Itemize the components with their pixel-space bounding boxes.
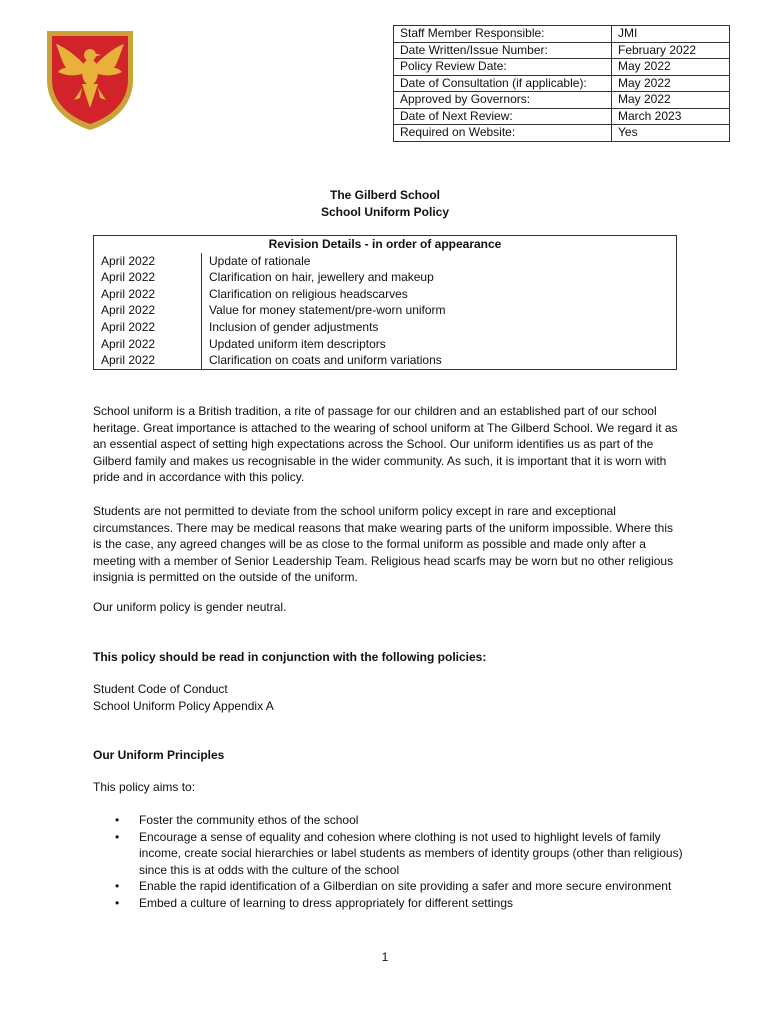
intro-paragraph: School uniform is a British tradition, a rite of passage for our children and an established part of our school heritage. Great importance is attached to the wearing of school uniform at The Gilberd School. We regard it as an essential aspect of setting high expectations across the School. Our uniform identifies us as part of the Gilberd family and makes us recognisable in the wider community. As such, it is important that it is worn with pride and in accordance with this policy. bbox=[93, 404, 678, 485]
revision-date: April 2022 bbox=[94, 253, 202, 270]
policy-name: School Uniform Policy bbox=[320, 205, 449, 219]
meta-row bbox=[394, 59, 730, 76]
related-policy: School Uniform Policy Appendix A bbox=[93, 698, 274, 713]
meta-key: Date of Consultation (if applicable): bbox=[394, 75, 612, 92]
meta-row bbox=[394, 42, 730, 59]
gender-neutral-statement: Our uniform policy is gender neutral. bbox=[93, 600, 287, 614]
meta-row bbox=[394, 26, 730, 43]
aims-list bbox=[93, 812, 683, 912]
revision-detail: Update of rationale bbox=[209, 253, 311, 268]
meta-value: March 2023 bbox=[612, 108, 730, 125]
aim-item: • Embed a culture of learning to dress appropriately for different settings bbox=[139, 895, 683, 912]
revision-date: April 2022 bbox=[94, 302, 202, 319]
revision-detail: Inclusion of gender adjustments bbox=[209, 319, 379, 334]
revision-table bbox=[93, 235, 677, 370]
document-title-block bbox=[0, 187, 770, 221]
related-policy: Student Code of Conduct bbox=[93, 682, 228, 696]
revision-detail: Clarification on coats and uniform variations bbox=[209, 353, 442, 368]
aim-item: • Encourage a sense of equality and cohesion where clothing is not used to highlight levels of family income, create social hierarchies or label students as members of identity groups (other than religious) since this is at odds with the culture of the school bbox=[139, 829, 683, 879]
meta-key: Staff Member Responsible: bbox=[394, 26, 612, 43]
revision-row bbox=[94, 319, 677, 336]
revision-date: April 2022 bbox=[94, 319, 202, 336]
page-number: 1 bbox=[381, 950, 389, 964]
aim-item: • Foster the community ethos of the school bbox=[139, 812, 683, 829]
meta-key: Policy Review Date: bbox=[394, 59, 612, 76]
related-policies-list bbox=[93, 681, 683, 714]
revision-date: April 2022 bbox=[94, 336, 202, 353]
eagle-crest-icon bbox=[44, 28, 136, 132]
revision-row bbox=[94, 336, 677, 353]
aims-intro: This policy aims to: bbox=[93, 780, 196, 794]
meta-key: Date of Next Review: bbox=[394, 108, 612, 125]
meta-key: Date Written/Issue Number: bbox=[394, 42, 612, 59]
meta-value: February 2022 bbox=[612, 42, 730, 59]
revision-date: April 2022 bbox=[94, 286, 202, 303]
meta-key: Approved by Governors: bbox=[394, 92, 612, 109]
conjunction-heading: This policy should be read in conjunction with the following policies: bbox=[93, 650, 487, 664]
revision-detail: Clarification on hair, jewellery and makeup bbox=[209, 270, 434, 285]
meta-value: May 2022 bbox=[612, 92, 730, 109]
meta-value: May 2022 bbox=[612, 75, 730, 92]
revision-detail: Value for money statement/pre-worn uniform bbox=[209, 303, 446, 318]
meta-row bbox=[394, 108, 730, 125]
revision-row bbox=[94, 352, 677, 369]
revision-date: April 2022 bbox=[94, 269, 202, 286]
exceptions-paragraph: Students are not permitted to deviate from the school uniform policy except in rare and exceptional circumstances. There may be medical reasons that make wearing parts of the uniform impossible. Where this is the case, any agreed changes will be as close to the formal uniform as possible and made only after a meeting with a member of Senior Leadership Team. Religious head scarfs may be worn but no other religious insignia is permitted on the outside of the uniform. bbox=[93, 504, 674, 585]
meta-row bbox=[394, 75, 730, 92]
revision-detail: Clarification on religious headscarves bbox=[209, 286, 408, 301]
principles-heading: Our Uniform Principles bbox=[93, 748, 225, 762]
meta-key: Required on Website: bbox=[394, 125, 612, 142]
revision-table-header: Revision Details - in order of appearance bbox=[268, 237, 502, 251]
meta-row bbox=[394, 92, 730, 109]
school-name: The Gilberd School bbox=[329, 188, 440, 202]
revision-row bbox=[94, 302, 677, 319]
meta-value: Yes bbox=[612, 125, 730, 142]
revision-detail: Updated uniform item descriptors bbox=[209, 336, 386, 351]
policy-meta-table bbox=[393, 25, 730, 142]
revision-row bbox=[94, 286, 677, 303]
meta-row bbox=[394, 125, 730, 142]
aim-item: • Enable the rapid identification of a Gilberdian on site providing a safer and more secure environment bbox=[139, 878, 683, 895]
revision-row bbox=[94, 253, 677, 270]
meta-value: May 2022 bbox=[612, 59, 730, 76]
revision-date: April 2022 bbox=[94, 352, 202, 369]
revision-row bbox=[94, 269, 677, 286]
meta-value: JMI bbox=[612, 26, 730, 43]
